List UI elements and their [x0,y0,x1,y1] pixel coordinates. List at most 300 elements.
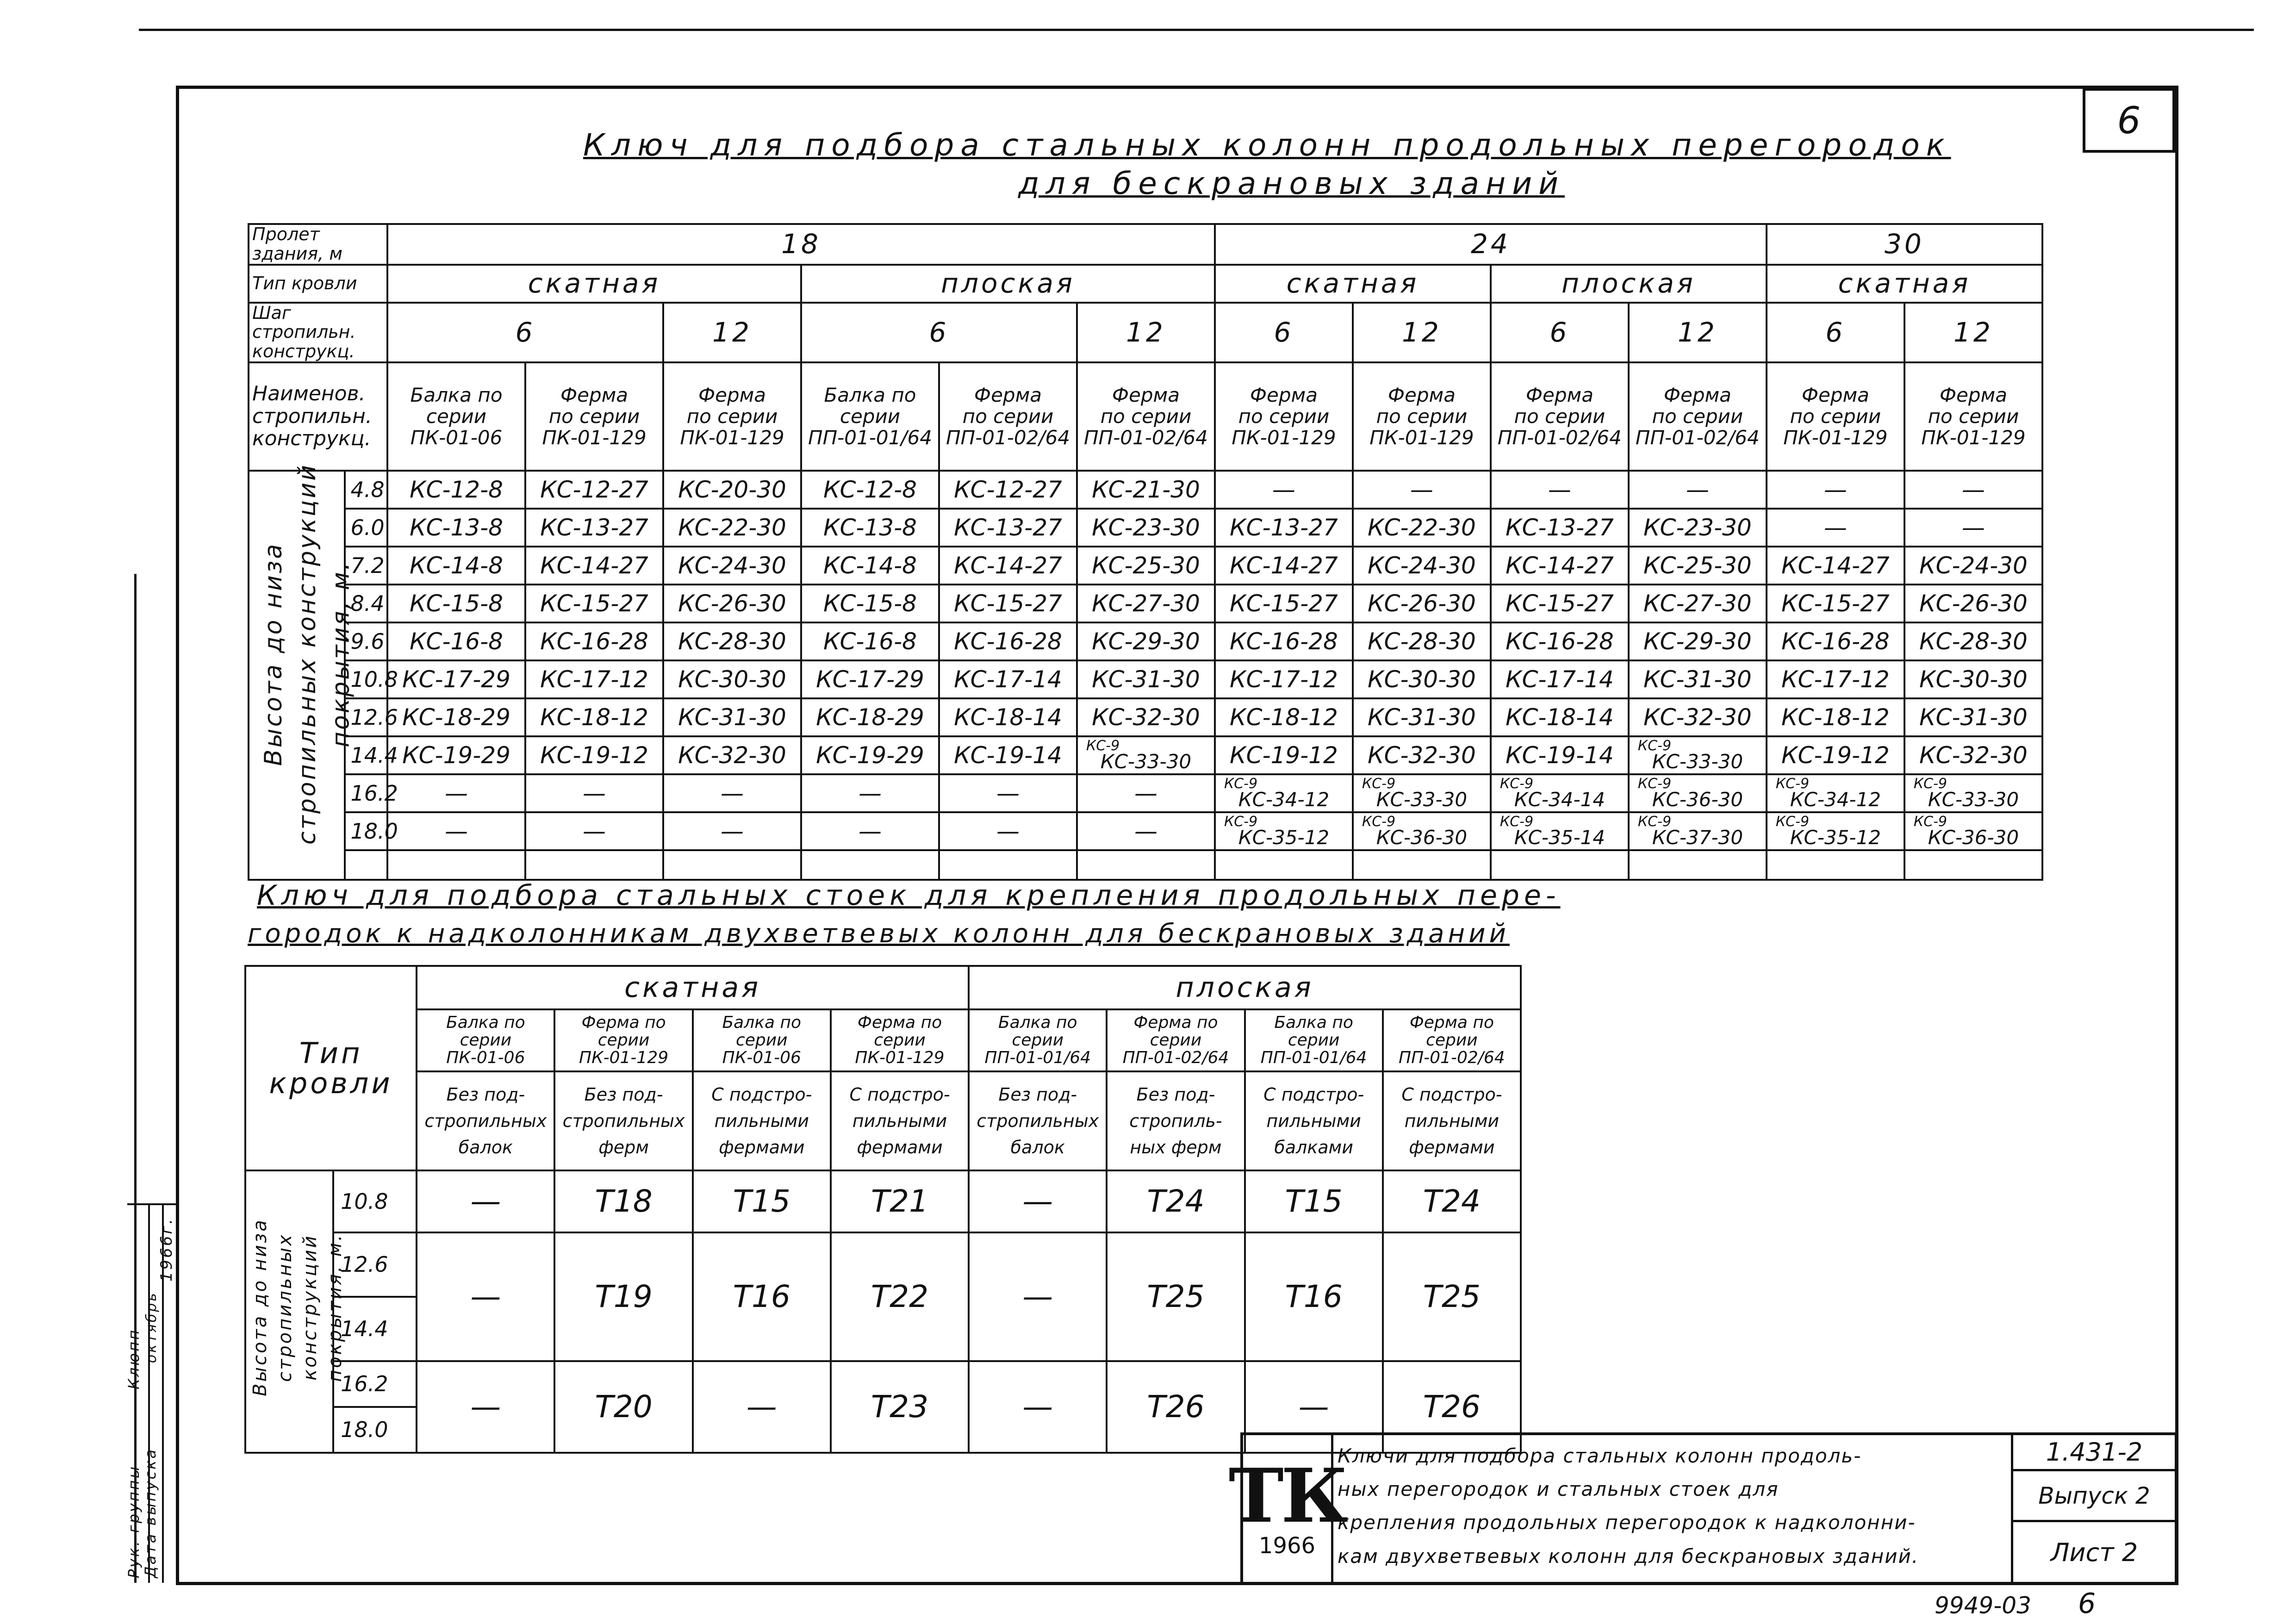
table-cell: КС-12-8 [387,471,525,509]
table-row [249,622,2042,660]
table-cell: КС-18-29 [387,698,525,736]
span-30: 30 [1767,224,2042,265]
table-cell: КС-16-8 [387,622,525,660]
structure-cell-line: по серии [548,404,640,428]
t2-structure-line: Балка по [446,1013,525,1033]
t2-rafter-line: Без под- [1136,1084,1215,1105]
table-cell-bottom: КС-34-14 [1514,788,1605,811]
structure-cell-line: ПП-01-02/64 [1083,426,1208,449]
t2-structure-cell-3 [693,1009,831,1071]
margin-stamp [125,1208,176,1578]
table-cell: КС-28-30 [1353,622,1491,660]
t2-rafter-line: стропильных [977,1110,1099,1131]
table-cell: — [1904,471,2042,509]
series-number: 1.431-2 [2046,1437,2143,1467]
margin-stamp-line2: Дата выпуска [142,1448,159,1578]
title-2-line-1: Ключ для подбора стальных стоек для крепления продольных пере- [257,879,1561,912]
table-row [249,774,2042,812]
t2-structure-line: серии [1012,1031,1064,1050]
table-cell [1353,812,1491,850]
table-cell: КС-24-30 [663,547,801,585]
table-cell: — [1077,774,1215,812]
t2-table-cell: — [417,1170,554,1232]
table-cell-bottom: КС-37-30 [1652,826,1743,849]
t2-table-cell: — [1245,1361,1383,1453]
t1-height-axis-label: Высота до низа стропильных конструкций покрытия, м. [260,463,355,845]
step-4: 12 [1077,303,1215,362]
table-cell: КС-12-27 [939,471,1077,509]
roof-24-pitched: скатная [1215,265,1491,303]
t2-rafter-line: пильными [1266,1110,1361,1131]
t2-rafter-cell-2 [554,1071,692,1170]
span-18: 18 [387,224,1215,265]
margin-stamp-date: октябрь [143,1291,160,1363]
columns-body [249,471,2042,880]
t2-roof-label-text: Тип кровли [269,1036,393,1100]
t2-table-cell: Т25 [1383,1232,1521,1361]
table-cell: КС-16-28 [1491,622,1629,660]
structure-cell-line: Ферма [1939,383,2007,406]
t2-structure-line: серии [735,1031,788,1050]
structure-cell-line: Ферма [974,383,1042,406]
table-cell: КС-17-29 [801,660,939,698]
span-24: 24 [1215,224,1767,265]
t2-table-cell: Т24 [1107,1170,1244,1232]
t2-structure-line: ПК-01-06 [722,1048,801,1067]
table-cell: КС-17-12 [1215,660,1353,698]
table-cell: — [387,812,525,850]
table-cell-empty [387,850,525,880]
table-cell: КС-26-30 [1353,585,1491,622]
table-cell: КС-15-27 [1491,585,1629,622]
t2-rafter-line: стропильных [562,1110,685,1131]
table-cell-top: КС-9 [1500,813,1534,830]
step-3: 6 [801,303,1077,362]
table-cell: — [1077,812,1215,850]
structure-cell-7 [1215,362,1353,471]
table-cell [1629,736,1767,774]
structure-cell-5 [939,362,1077,471]
table-cell-bottom: КС-35-12 [1238,826,1330,849]
structure-cell-4 [801,362,939,471]
table-row [249,585,2042,622]
table-cell: КС-27-30 [1629,585,1767,622]
height-cell: 12.6 [345,698,387,736]
t2-table-cell: — [969,1170,1107,1232]
t2-table-cell: — [969,1361,1107,1453]
table-cell: — [801,812,939,850]
table-cell: КС-31-30 [663,698,801,736]
table-cell [1215,774,1353,812]
table-cell-empty [939,850,1077,880]
table-cell-bottom: КС-36-30 [1928,826,2019,849]
t2-structure-line: Ферма по [581,1013,666,1033]
table-cell [1353,774,1491,812]
table-cell: КС-17-14 [1491,660,1629,698]
sheet-number: Лист 2 [2050,1537,2138,1567]
t2-rafter-line: фермами [1409,1137,1495,1157]
footer-page-number: 6 [2078,1587,2096,1620]
table-cell: КС-18-14 [1491,698,1629,736]
archive-number: 9949-03 [1935,1592,2031,1619]
structure-cell-line: Ферма [1250,383,1318,406]
table-cell-empty [1077,850,1215,880]
table-cell: — [939,774,1077,812]
table-cell-empty [1215,850,1353,880]
t2-rafter-line: фермами [719,1137,805,1157]
table-cell: КС-15-27 [525,585,663,622]
table-cell-top: КС-9 [1775,813,1810,830]
table-cell: КС-13-27 [939,509,1077,547]
frame-top [176,86,2175,89]
table-cell [1904,812,2042,850]
table-cell-empty [1904,850,2042,880]
height-cell: 8.4 [345,585,387,622]
table-cell: — [801,774,939,812]
structure-cell-line: Ферма [1663,383,1731,406]
t2-height-cell: 10.8 [333,1170,417,1232]
table-cell: КС-29-30 [1077,622,1215,660]
corner-number-box [2083,88,2175,153]
table-cell-top: КС-9 [1913,813,1948,830]
t2-rafter-line: балок [1010,1137,1065,1157]
table-cell-bottom: КС-36-30 [1376,826,1468,849]
table-cell: КС-17-29 [387,660,525,698]
height-cell: 9.6 [345,622,387,660]
t2-height-axis [245,1176,346,1439]
t2-table-cell: Т26 [1383,1361,1521,1453]
t2-rafter-line: Без под- [584,1084,663,1105]
top-border-line [139,29,2254,31]
title-block-description [1338,1439,2009,1580]
t2-table-cell: Т16 [1245,1232,1383,1361]
table-cell: КС-31-30 [1904,698,2042,736]
table-cell-empty [525,850,663,880]
t2-structure-cell-6 [1107,1009,1244,1071]
t2-body [245,1170,1521,1453]
t2-table-cell: Т21 [831,1170,969,1232]
table-cell: КС-27-30 [1077,585,1215,622]
table-row [249,698,2042,736]
table-cell: КС-16-28 [1215,622,1353,660]
t2-table-cell: — [417,1361,554,1453]
table-cell-bottom: КС-36-30 [1652,788,1743,811]
table-cell: — [1215,471,1353,509]
table-cell: КС-16-28 [525,622,663,660]
table-cell: КС-19-12 [1215,736,1353,774]
structure-cell-10 [1629,362,1767,471]
table-cell: КС-14-8 [801,547,939,585]
table-cell: КС-24-30 [1353,547,1491,585]
table-cell: — [663,812,801,850]
t2-height-cell: 18.0 [333,1407,417,1453]
table-cell: КС-14-27 [1491,547,1629,585]
t2-group-flat: плоская [969,966,1521,1009]
table-cell [1077,736,1215,774]
table-cell: КС-16-8 [801,622,939,660]
structure-cell-9 [1491,362,1629,471]
roof-row [249,265,2042,303]
table-cell-top: КС-9 [1362,813,1396,830]
table-cell: КС-22-30 [663,509,801,547]
table-cell: КС-13-8 [801,509,939,547]
table-cell-top: КС-9 [1637,813,1672,830]
t1-height-axis [252,451,355,856]
structure-cell-line: серии [426,404,487,428]
structure-cell-line: ПП-01-02/64 [946,426,1070,449]
series-cell [2013,1435,2175,1471]
table-cell: КС-14-8 [387,547,525,585]
structure-row [249,362,2042,471]
height-cell: 16.2 [345,774,387,812]
table-cell: — [387,774,525,812]
table-cell [1629,774,1767,812]
height-cell: 18.0 [345,812,387,850]
t2-table-row [245,1361,1521,1407]
title-1-line-1: Ключ для подбора стальных колонн продольных перегородок [583,127,1951,163]
table-cell: КС-30-30 [663,660,801,698]
structure-cell-line: ПП-01-02/64 [1497,426,1622,449]
table-cell: КС-22-30 [1353,509,1491,547]
structure-cell-line: Ферма [1801,383,1869,406]
table-cell-empty [1353,850,1491,880]
height-cell: 4.8 [345,471,387,509]
description-line-4: кам двухветвевых колонн для бескрановых зданий. [1338,1544,1919,1568]
tk-logo-year: 1966 [1258,1533,1316,1559]
table-cell: КС-19-14 [939,736,1077,774]
t2-rafter-line: стропильных [424,1110,547,1131]
t2-rafter-line: С подстро- [1401,1084,1502,1105]
t2-structure-line: Балка по [998,1013,1077,1033]
structure-cell-8 [1353,362,1491,471]
t2-rafter-row [245,1071,1521,1170]
structure-cell-line: ПК-01-06 [410,426,503,449]
table-cell-empty [663,850,801,880]
table-cell: КС-15-8 [387,585,525,622]
margin-stamp-hline [127,1203,178,1205]
t2-rafter-line: пильными [714,1110,809,1131]
table-cell: КС-15-27 [1767,585,1904,622]
table-cell-top: КС-9 [1086,737,1120,754]
table-cell: КС-26-30 [663,585,801,622]
title-1-line-2: для бескрановых зданий [1018,166,1565,201]
table-cell: КС-32-30 [1629,698,1767,736]
t2-structure-line: ПК-01-129 [579,1048,669,1067]
t2-table-row [245,1170,1521,1232]
structure-cell-line: Балка по [824,383,916,406]
table-cell [1215,812,1353,850]
table-cell-bottom: КС-34-12 [1790,788,1881,811]
table-cell-empty [801,850,939,880]
posts-key-table [244,965,1522,1454]
t2-table-cell: Т15 [1245,1170,1383,1232]
t2-table-cell: — [417,1232,554,1361]
table-cell: КС-30-30 [1353,660,1491,698]
structure-cell-line: Ферма [698,383,766,406]
height-cell: 10.8 [345,660,387,698]
structure-cell-11 [1767,362,1904,471]
height-cell: 7.2 [345,547,387,585]
table-cell-empty [1491,850,1629,880]
structure-label: Наименов. стропильн. конструкц. [249,362,387,471]
t2-roof-label [245,966,417,1170]
table-cell: КС-31-30 [1629,660,1767,698]
table-cell: КС-14-27 [939,547,1077,585]
table-cell: — [1767,471,1904,509]
structure-cell-line: ПК-01-129 [1232,426,1336,449]
table-cell: КС-31-30 [1077,660,1215,698]
table-cell: КС-19-29 [387,736,525,774]
structure-cell-line: по серии [1790,404,1881,428]
margin-stamp-name: Клюпп [125,1328,143,1389]
step-2: 12 [663,303,801,362]
table-cell: КС-28-30 [663,622,801,660]
description-line-2: ных перегородок и стальных стоек для [1338,1478,1779,1501]
t2-rafter-cell-8 [1383,1071,1521,1170]
t2-structure-row [245,1009,1521,1071]
table-row [249,812,2042,850]
step-6: 12 [1353,303,1491,362]
t2-structure-line: серии [1288,1031,1340,1050]
t2-structure-line: ПП-01-02/64 [1399,1048,1505,1067]
table-cell-bottom: КС-35-12 [1790,826,1881,849]
t2-structure-line: серии [1150,1031,1202,1050]
sheet-cell [2013,1522,2175,1582]
table-row [249,660,2042,698]
table-cell-empty [1629,850,1767,880]
t2-structure-line: Ферма по [1409,1013,1494,1033]
height-cell: 6.0 [345,509,387,547]
table-cell: КС-18-12 [525,698,663,736]
table-cell: КС-12-8 [801,471,939,509]
t2-structure-line: ПК-01-129 [855,1048,945,1067]
structure-cell-line: по серии [1238,404,1330,428]
t2-structure-line: Балка по [1274,1013,1353,1033]
table-cell: — [1353,471,1491,509]
table-cell: КС-15-27 [939,585,1077,622]
table-cell: КС-17-14 [939,660,1077,698]
structure-cell-line: ПК-01-129 [680,426,784,449]
table-cell-top: КС-9 [1637,737,1672,754]
t2-rafter-cell-7 [1245,1071,1383,1170]
structure-cell-line: по серии [1652,404,1743,428]
t2-table-row [245,1232,1521,1297]
table-cell: КС-30-30 [1904,660,2042,698]
table-cell: КС-18-29 [801,698,939,736]
table-cell: КС-32-30 [1077,698,1215,736]
step-8: 12 [1629,303,1767,362]
table-cell: КС-28-30 [1904,622,2042,660]
table-cell: КС-25-30 [1629,547,1767,585]
t2-rafter-line: балок [458,1137,513,1157]
table-cell-bottom: КС-33-30 [1652,750,1743,773]
t2-structure-cell-5 [969,1009,1107,1071]
step-label: Шаг стропильн. конструкц. [249,303,387,362]
table-cell-bottom: КС-34-12 [1238,788,1330,811]
structure-cell-12 [1904,362,2042,471]
t2-rafter-line: Без под- [998,1084,1077,1105]
structure-cell-line: по серии [686,404,778,428]
t2-rafter-line: пильными [1404,1110,1500,1131]
structure-cell-line: по серии [1514,404,1605,428]
t2-structure-line: ПП-01-01/64 [984,1048,1091,1067]
table-cell: КС-13-8 [387,509,525,547]
t2-structure-cell-8 [1383,1009,1521,1071]
table-cell: — [525,774,663,812]
span-label: Пролет здания, м [249,224,387,265]
roof-30-pitched: скатная [1767,265,2042,303]
table-cell-top: КС-9 [1224,775,1258,792]
tk-logo-letters: ТК [1228,1452,1346,1539]
table-cell-bottom: КС-33-30 [1100,750,1192,773]
structure-cell-line: ПК-01-129 [1921,426,2026,449]
columns-key-table [248,223,2043,881]
step-row [249,303,2042,362]
table-cell: — [1904,509,2042,547]
t2-structure-line: серии [1426,1031,1478,1050]
t2-group-row [245,966,1521,1009]
t2-structure-line: Балка по [722,1013,802,1033]
table-cell-top: КС-9 [1362,775,1396,792]
structure-cell-line: ПК-01-129 [1783,426,1888,449]
table-cell: КС-13-27 [525,509,663,547]
table-cell: КС-15-27 [1215,585,1353,622]
table-cell: КС-18-12 [1215,698,1353,736]
table-row [249,736,2042,774]
table-cell: — [1767,509,1904,547]
table-cell: КС-25-30 [1077,547,1215,585]
step-10: 12 [1904,303,2042,362]
margin-stamp-line1: Рук. группы [125,1464,143,1578]
t2-rafter-line: стропиль- [1129,1110,1222,1131]
t2-table-cell: Т19 [554,1232,692,1361]
structure-cell-line: ПК-01-129 [542,426,647,449]
structure-cell-line: по серии [1376,404,1468,428]
frame-right [2175,86,2178,1585]
t2-table-cell: — [969,1232,1107,1361]
t2-rafter-line: ферм [598,1137,649,1157]
t2-rafter-line: С подстро- [711,1084,812,1105]
roof-18-flat: плоская [801,265,1215,303]
table-cell: КС-15-8 [801,585,939,622]
table-cell [1491,812,1629,850]
table-cell-top: КС-9 [1775,775,1810,792]
structure-cell-line: Ферма [560,383,628,406]
t2-structure-line: серии [874,1031,926,1050]
structure-cell-line: серии [840,404,901,428]
table-cell-top: КС-9 [1224,813,1258,830]
tk-logo [1228,1435,1346,1582]
structure-cell-line: ПК-01-129 [1369,426,1474,449]
table-cell: — [1629,471,1767,509]
t2-height-axis-label: Высота до низа стропильных конструкций покрытия, м. [249,1218,346,1397]
table-cell-empty [1767,850,1904,880]
table-cell: КС-13-27 [1215,509,1353,547]
table-cell: — [939,812,1077,850]
t2-structure-cell-1 [417,1009,554,1071]
table-cell: КС-19-14 [1491,736,1629,774]
table-cell: КС-16-28 [1767,622,1904,660]
span-row [249,224,2042,265]
t2-table-cell: Т26 [1107,1361,1244,1453]
structure-cell-line: по серии [962,404,1054,428]
table-cell [1491,774,1629,812]
table-cell: КС-19-29 [801,736,939,774]
t2-group-pitched: скатная [417,966,969,1009]
table-cell: КС-23-30 [1629,509,1767,547]
description-line-1: Ключи для подбора стальных колонн продоль- [1338,1444,1862,1467]
issue-number: Выпуск 2 [2038,1482,2150,1509]
